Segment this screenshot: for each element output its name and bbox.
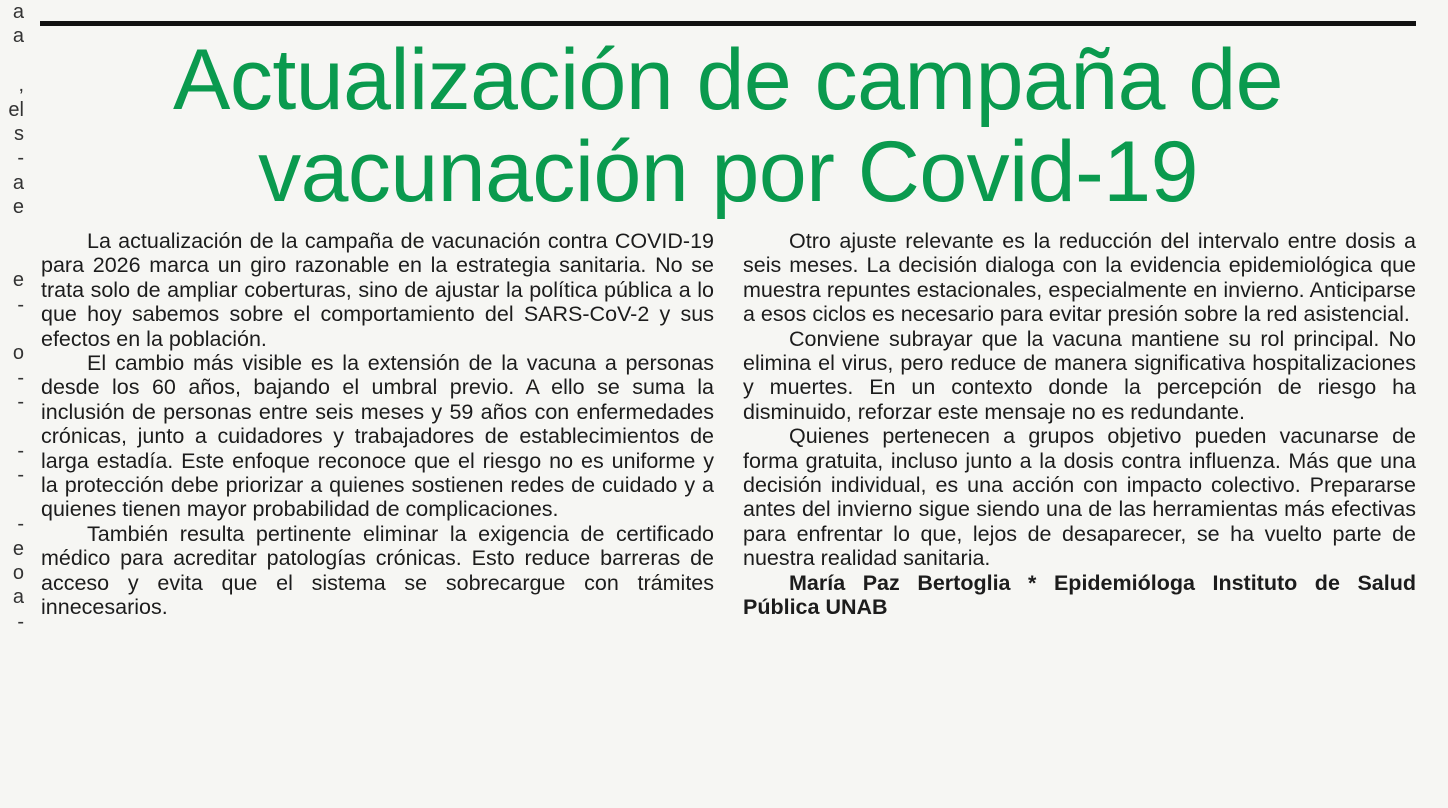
edge-fragment: a — [12, 171, 24, 194]
edge-fragment — [2, 317, 24, 341]
edge-fragment: - — [17, 147, 24, 170]
edge-fragment — [2, 488, 24, 512]
top-rule — [40, 21, 1416, 26]
edge-fragment: o — [12, 561, 24, 584]
edge-fragment: , — [18, 74, 24, 97]
edge-fragment: e — [12, 537, 24, 560]
edge-fragment — [2, 244, 24, 268]
headline — [40, 34, 1416, 218]
edge-fragment: el — [8, 98, 24, 121]
headline-line-1: Actualización de campaña de — [172, 32, 1283, 128]
paragraph: También resulta pertinente eliminar la exigencia de certificado médico para acreditar patologías crónicas. Esto reduce barreras de acceso y evita que el sistema se sobrecargue con trámites innecesarios. — [41, 521, 714, 620]
edge-fragment: - — [17, 293, 24, 316]
edge-fragment — [2, 49, 24, 73]
author-byline: María Paz Bertoglia * Epidemióloga Instituto de Salud Pública UNAB — [743, 570, 1416, 620]
paragraph: Conviene subrayar que la vacuna mantiene su rol principal. No elimina el virus, pero reduce de manera significativa hospitalizaciones y muertes. En un contexto donde la percepción de riesgo ha disminuido, reforzar este mensaje no es redundante. — [743, 326, 1416, 424]
edge-fragment: e — [12, 196, 24, 219]
edge-fragment: o — [12, 342, 24, 365]
edge-fragment — [2, 415, 24, 439]
edge-fragment: a — [12, 1, 24, 23]
article-column-right — [743, 229, 1416, 620]
edge-fragment: - — [17, 610, 24, 633]
article-column-left — [41, 229, 714, 620]
edge-fragment: a — [12, 586, 24, 609]
paragraph: La actualización de la campaña de vacunación contra COVID-19 para 2026 marca un giro razonable en la estrategia sanitaria. No se trata solo de ampliar coberturas, sino de ajustar la política pública a lo que hoy sabemos sobre el comportamiento del SARS-CoV-2 y sus efectos en la población. — [41, 229, 714, 351]
edge-fragment: - — [17, 366, 24, 389]
edge-fragment: - — [17, 440, 24, 463]
edge-fragment: a — [12, 25, 24, 48]
edge-fragment: s — [14, 122, 24, 145]
edge-fragment: e — [12, 269, 24, 292]
headline-line-2: vacunación por Covid-19 — [258, 124, 1198, 220]
paragraph: Quienes pertenecen a grupos objetivo pueden vacunarse de forma gratuita, incluso junto a la dosis contra influenza. Más que una decisión individual, es una acción con impacto colectivo. Prepararse antes del invierno sigue siendo una de las herramientas más efectivas para enfrentar lo que, lejos de desaparecer, se ha vuelto parte de nuestra realidad sanitaria. — [743, 424, 1416, 571]
adjacent-column-fragments — [2, 0, 24, 808]
paragraph: El cambio más visible es la extensión de la vacuna a personas desde los 60 años, bajando el umbral previo. A ello se suma la inclusión de personas entre seis meses y 59 años con enfermedades crónicas, junto a cuidadores y trabajadores de establecimientos de larga estadía. Este enfoque reconoce que el riesgo no es uniforme y la protección debe priorizar a quienes sostienen redes de cuidado y a quienes tienen mayor probabilidad de complicaciones. — [41, 351, 714, 522]
edge-fragment: - — [17, 464, 24, 487]
paragraph: Otro ajuste relevante es la reducción del intervalo entre dosis a seis meses. La decisión dialoga con la evidencia epidemiológica que muestra repuntes estacionales, especialmente en invierno. Anticiparse a esos ciclos es necesario para evitar presión sobre la red asistencial. — [743, 229, 1416, 327]
edge-fragment: - — [17, 513, 24, 536]
edge-fragment: - — [17, 391, 24, 414]
edge-fragment — [2, 220, 24, 244]
